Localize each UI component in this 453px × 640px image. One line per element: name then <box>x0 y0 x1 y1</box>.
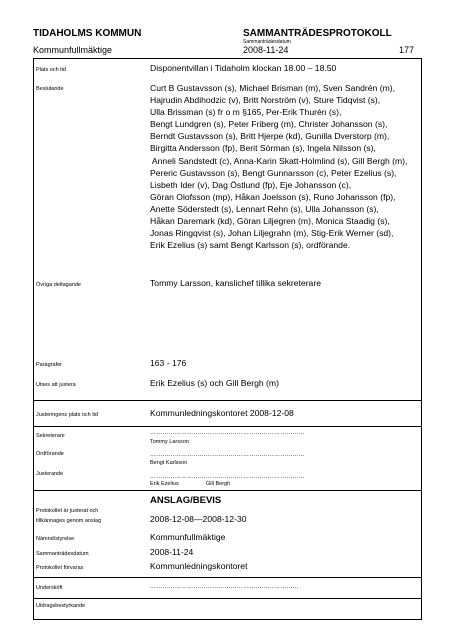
adjusters-label: Justerande <box>36 471 64 477</box>
secretary-signature-line: ………………………………………………………………… <box>150 430 305 436</box>
chair-name: Bengt Karlsson <box>150 460 188 466</box>
adjust-label: Utses att justera <box>36 382 76 388</box>
attendee-line: Birgitta Andersson (fp), Berit Sörman (s), Ingela Nilsson (s), <box>150 143 376 154</box>
adjusted-label-line2: tillkännages genom anslag <box>36 518 102 524</box>
frame-top-line <box>33 58 422 59</box>
attendee-line: Ulla Brissman (s) fr o m §165, Per-Erik Thurén (s), <box>150 107 342 118</box>
frame-right-line <box>421 59 422 619</box>
secretary-name: Tommy Larsson <box>150 439 189 445</box>
section-divider <box>33 598 422 599</box>
attendee-line: Håkan Daremark (kd), Göran Liljegren (m), Monica Staadig (s), <box>150 216 390 227</box>
attendee-line: Erik Ezelius (s) samt Bengt Karlsson (s), ordförande. <box>150 240 351 251</box>
notice-title: ANSLAG/BEVIS <box>150 495 222 506</box>
chair-signature-line: ………………………………………………………………… <box>150 452 305 458</box>
adjuster-1-name: Erik Ezelius <box>150 481 179 487</box>
adjust-place-label: Justeringens plats och tid <box>36 412 99 418</box>
posting-dates: 2008-12-08—2008-12-30 <box>150 514 247 524</box>
attendee-line: Hajrudin Abdihodzic (v), Britt Norström (v), Sture Tidqvist (s), <box>150 95 381 106</box>
doc-type: SAMMANTRÄDESPROTOKOLL <box>243 28 392 39</box>
kept-label: Protokollet förvaras <box>36 565 84 571</box>
section-divider <box>33 577 422 578</box>
board-label: Nämnd/styrelse <box>36 536 75 542</box>
attendee-line: Anneli Sandstedt (c), Anna-Karin Skatt-Holmlind (s), Gill Bergh (m), <box>150 155 408 166</box>
page-number: 177 <box>399 45 415 55</box>
attendee-list <box>150 82 407 251</box>
frame-left-line <box>33 59 34 619</box>
meeting-date: 2008-11-24 <box>243 45 289 55</box>
paragraphs-value: 163 - 176 <box>150 358 187 368</box>
place-label: Plats och tid <box>36 67 66 73</box>
adjust-value: Erik Ezelius (s) och Gill Bergh (m) <box>150 378 279 388</box>
section-divider <box>33 490 422 491</box>
attendee-line: Berndt Gustavsson (s), Britt Hjerpe (kd), Gunilla Dverstorp (m), <box>150 131 390 142</box>
attendee-line: Curt B Gustavsson (s), Michael Brisman (m), Sven Sandrén (m), <box>150 83 395 93</box>
paragraphs-label: Paragrafer <box>36 362 62 368</box>
kept-value: Kommunledningskontoret <box>150 561 248 571</box>
adjuster-2-name: Gill Bergh <box>206 481 231 487</box>
attendee-line: Anette Söderstedt (s), Lennart Rehn (s), Ulla Johansson (s), <box>150 203 379 214</box>
attendee-line: Lisbeth Ider (v), Dag Östlund (fp), Eje Johansson (c), <box>150 179 352 190</box>
signature-label: Underskrift <box>36 585 63 591</box>
board-value: Kommunfullmäktige <box>150 532 226 542</box>
section-divider <box>33 426 422 427</box>
section-divider <box>33 400 422 401</box>
attendee-line: Jonas Ringqvist (s), Johan Liljegrahn (m), Stig-Erik Werner (sd), <box>150 228 394 239</box>
adjusted-label-line1: Protokollet är justerat och <box>36 508 99 514</box>
body-name: Kommunfullmäktige <box>33 45 113 55</box>
frame-bottom-line <box>33 619 422 620</box>
meeting-date-value: 2008-11-24 <box>150 547 194 557</box>
attendee-line: Göran Olofsson (mp), Håkan Joelsson (s), Runo Johansson (fp), <box>150 191 396 202</box>
others-label: Övriga deltagande <box>36 282 81 288</box>
chair-label: Ordförande <box>36 451 64 457</box>
attendee-line: Pereric Gustavsson (s), Bengt Gunnarsson (c), Peter Ezelius (s), <box>150 167 397 178</box>
secretary-label: Sekreterare <box>36 433 65 439</box>
decision-label: Beslutande <box>36 86 64 92</box>
signature-line: ……………………………………………………………… <box>150 584 299 590</box>
adjusters-signature-line: ………………………………………………………………… <box>150 474 305 480</box>
place-value: Disponentvillan i Tidaholm klockan 18.00 – 18.50 <box>150 63 337 73</box>
extract-label: Utdragsbestyrkande <box>36 603 86 609</box>
adjust-place-value: Kommunledningskontoret 2008-12-08 <box>150 408 294 418</box>
others-value: Tommy Larsson, kanslichef tillika sekreterare <box>150 278 321 288</box>
org-name: TIDAHOLMS KOMMUN <box>33 28 142 39</box>
attendee-line: Bengt Lundgren (s), Peter Friberg (m), Christer Johansson (s), <box>150 119 388 130</box>
meeting-date-label: Sammanträdesdatum <box>36 551 89 557</box>
date-caption: Sammanträdesdatum <box>243 39 291 45</box>
